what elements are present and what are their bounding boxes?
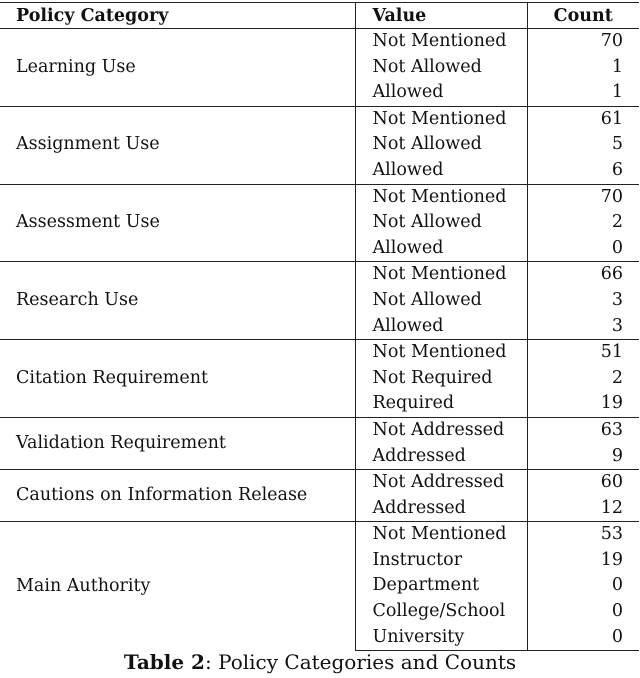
table-row xyxy=(0,470,639,496)
value-cell: Addressed xyxy=(355,496,527,522)
count-cell: 66 xyxy=(527,262,639,288)
count-cell: 6 xyxy=(611,159,623,180)
value-cell: Required xyxy=(355,391,527,417)
value-cell: Allowed xyxy=(355,236,527,262)
count-cell: 1 xyxy=(611,82,623,103)
value-cell: Not Allowed xyxy=(355,210,527,236)
header-count: Count xyxy=(527,3,639,29)
table-row xyxy=(0,417,639,443)
count-cell: 0 xyxy=(527,625,639,651)
count-cell: 19 xyxy=(600,393,623,414)
value-cell: Not Allowed xyxy=(355,288,527,314)
table-row xyxy=(0,340,639,366)
count-cell: 19 xyxy=(600,549,623,570)
value-cell: Not Mentioned xyxy=(355,184,527,210)
value-cell: College/School xyxy=(355,599,527,625)
count-cell: 1 xyxy=(611,56,623,77)
count-cell: 53 xyxy=(527,522,639,548)
value-cell: Not Addressed xyxy=(355,417,527,443)
value-cell: Instructor xyxy=(355,548,527,574)
value-cell: Allowed xyxy=(355,80,527,106)
table-row xyxy=(0,184,639,210)
value-cell: Allowed xyxy=(355,314,527,340)
count-cell: 9 xyxy=(611,445,623,466)
policy-table xyxy=(0,2,639,651)
table-row xyxy=(0,106,639,132)
count-cell: 61 xyxy=(527,106,639,132)
count-cell: 0 xyxy=(611,601,623,622)
value-cell: Not Mentioned xyxy=(355,262,527,288)
caption-label: Table 2 xyxy=(123,650,205,674)
policy-category-cell: Research Use xyxy=(0,262,355,340)
header-value: Value xyxy=(355,3,527,29)
count-cell: 60 xyxy=(527,470,639,496)
value-cell: Not Mentioned xyxy=(355,522,527,548)
count-cell: 0 xyxy=(611,575,623,596)
value-cell: Not Addressed xyxy=(355,470,527,496)
policy-category-cell: Main Authority xyxy=(0,522,355,651)
value-cell: Not Required xyxy=(355,366,527,392)
header-row xyxy=(0,3,639,29)
count-cell: 70 xyxy=(527,29,639,55)
table-row xyxy=(0,522,639,548)
count-cell: 70 xyxy=(527,184,639,210)
policy-category-cell: Assessment Use xyxy=(0,184,355,262)
value-cell: Not Mentioned xyxy=(355,106,527,132)
value-cell: Allowed xyxy=(355,158,527,184)
count-cell: 12 xyxy=(600,497,623,518)
count-cell: 2 xyxy=(611,212,623,233)
policy-category-cell: Validation Requirement xyxy=(0,417,355,469)
value-cell: Not Mentioned xyxy=(355,340,527,366)
policy-category-cell: Citation Requirement xyxy=(0,340,355,418)
value-cell: Not Mentioned xyxy=(355,29,527,55)
value-cell: University xyxy=(355,625,527,651)
table-caption xyxy=(0,650,640,674)
count-cell: 5 xyxy=(611,134,623,155)
policy-category-cell: Cautions on Information Release xyxy=(0,470,355,522)
policy-category-cell: Learning Use xyxy=(0,29,355,107)
caption-text: : Policy Categories and Counts xyxy=(204,650,517,674)
count-cell: 63 xyxy=(527,417,639,443)
table-row xyxy=(0,29,639,55)
count-cell: 0 xyxy=(611,237,623,258)
table-body xyxy=(0,29,639,651)
policy-category-cell: Assignment Use xyxy=(0,106,355,184)
table-row xyxy=(0,262,639,288)
value-cell: Not Allowed xyxy=(355,132,527,158)
header-policy-category: Policy Category xyxy=(0,3,355,29)
count-cell: 51 xyxy=(527,340,639,366)
value-cell: Addressed xyxy=(355,444,527,470)
value-cell: Not Allowed xyxy=(355,55,527,81)
value-cell: Department xyxy=(355,573,527,599)
count-cell: 2 xyxy=(611,367,623,388)
count-cell: 3 xyxy=(611,289,623,310)
count-cell: 3 xyxy=(611,315,623,336)
